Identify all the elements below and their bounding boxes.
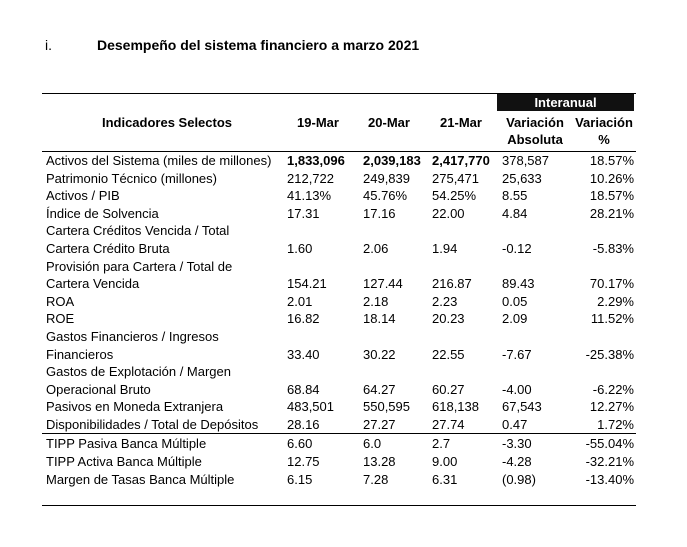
table-row (42, 258, 636, 276)
header-abs-line1: Variación (506, 115, 564, 130)
header-pct-line2: % (598, 132, 610, 147)
cell-variacion-pct: -32.21% (585, 454, 634, 469)
cell-variacion-absoluta: 89.43 (502, 276, 535, 292)
table-row (42, 187, 636, 205)
row-label: Disponibilidades / Total de Depósitos (46, 417, 259, 432)
cell-variacion-pct: -5.83% (592, 241, 634, 256)
row-label: Activos / PIB (46, 188, 120, 204)
cell-variacion-pct: 10.26% (589, 170, 634, 186)
cell-19-mar: 6.60 (287, 436, 313, 451)
header-variacion-pct (572, 115, 636, 147)
row-label: ROE (46, 311, 75, 327)
header-indicators: Indicadores Selectos (101, 115, 233, 130)
cell-20-mar: 2.06 (363, 241, 389, 256)
cell-19-mar: 16.82 (287, 311, 320, 327)
row-label: ROA (46, 293, 75, 309)
cell-20-mar: 64.27 (363, 381, 396, 397)
cell-20-mar: 45.76% (363, 188, 408, 204)
cell-variacion-pct: 18.57% (589, 188, 634, 204)
cell-21-mar: 2.7 (432, 436, 451, 451)
header-variacion-absoluta (497, 115, 573, 147)
cell-21-mar: 2.23 (432, 293, 458, 309)
table-row (42, 381, 636, 399)
table-row (42, 275, 636, 293)
cell-19-mar: 41.13% (287, 188, 332, 204)
cell-20-mar: 13.28 (363, 454, 396, 469)
cell-21-mar: 6.31 (432, 472, 458, 487)
cell-variacion-absoluta: 2.09 (502, 311, 528, 327)
table-row (42, 310, 636, 328)
cell-21-mar: 618,138 (432, 399, 479, 415)
cell-variacion-absoluta: 4.84 (502, 205, 528, 221)
cell-20-mar: 6.0 (363, 436, 382, 451)
section-heading (0, 37, 687, 57)
cell-variacion-absoluta: 8.55 (502, 188, 528, 204)
table-row (42, 152, 636, 170)
table-row (42, 363, 636, 381)
cell-20-mar: 550,595 (363, 399, 410, 415)
row-label: Financieros (46, 346, 114, 362)
cell-20-mar: 2.18 (363, 293, 389, 309)
row-label: Provisión para Cartera / Total de (46, 258, 233, 274)
cell-21-mar: 2,417,770 (432, 153, 490, 168)
header-col-20-mar: 20-Mar (368, 115, 410, 130)
cell-variacion-absoluta: 378,587 (502, 153, 549, 168)
cell-variacion-absoluta: -0.12 (502, 241, 532, 256)
cell-20-mar: 127.44 (363, 276, 403, 292)
cell-19-mar: 154.21 (287, 276, 327, 292)
row-label: Cartera Crédito Bruta (46, 241, 170, 256)
cell-variacion-absoluta: 0.05 (502, 293, 528, 309)
cell-21-mar: 1.94 (432, 241, 458, 256)
table-row (42, 240, 636, 258)
cell-20-mar: 18.14 (363, 311, 396, 327)
cell-19-mar: 33.40 (287, 346, 320, 362)
cell-variacion-pct: 11.52% (590, 311, 634, 327)
cell-variacion-pct: 28.21% (589, 205, 634, 221)
cell-variacion-absoluta: 67,543 (502, 399, 542, 415)
cell-variacion-pct: 70.17% (589, 276, 634, 292)
cell-19-mar: 17.31 (287, 205, 320, 221)
cell-21-mar: 216.87 (432, 276, 472, 292)
cell-variacion-pct: -55.04% (585, 436, 634, 451)
table-row (42, 416, 636, 434)
row-label: Margen de Tasas Banca Múltiple (46, 472, 235, 487)
table-row (42, 222, 636, 240)
header-abs-line2: Absoluta (507, 132, 563, 147)
table-row (42, 205, 636, 223)
cell-19-mar: 68.84 (287, 381, 320, 397)
row-label: Cartera Créditos Vencida / Total (46, 223, 230, 239)
table-bottom-rule (42, 505, 636, 506)
table-row (42, 328, 636, 346)
cell-variacion-pct: 12.27% (589, 399, 634, 415)
cell-19-mar: 483,501 (287, 399, 334, 415)
cell-variacion-absoluta: (0.98) (502, 472, 536, 487)
row-label: TIPP Activa Banca Múltiple (46, 454, 202, 469)
cell-19-mar: 212,722 (287, 170, 334, 186)
row-label: Cartera Vencida (46, 276, 140, 292)
table-row (42, 170, 636, 188)
row-label: Activos del Sistema (miles de millones) (46, 153, 272, 168)
cell-variacion-absoluta: 0.47 (502, 417, 528, 432)
header-col-21-mar: 21-Mar (440, 115, 482, 130)
cell-19-mar: 6.15 (287, 472, 313, 487)
mid-rule (42, 433, 636, 434)
cell-21-mar: 60.27 (432, 381, 465, 397)
cell-19-mar: 1.60 (287, 241, 313, 256)
cell-20-mar: 249,839 (363, 170, 410, 186)
cell-variacion-absoluta: -3.30 (502, 436, 532, 451)
cell-19-mar: 28.16 (287, 417, 320, 432)
header-pct-line1: Variación (575, 115, 633, 130)
cell-variacion-pct: -6.22% (592, 381, 634, 397)
cell-21-mar: 27.74 (432, 417, 465, 432)
cell-21-mar: 22.00 (432, 205, 465, 221)
cell-19-mar: 1,833,096 (287, 153, 345, 168)
row-label: Pasivos en Moneda Extranjera (46, 399, 224, 415)
cell-20-mar: 7.28 (363, 472, 389, 487)
cell-variacion-pct: 1.72% (597, 417, 634, 432)
cell-21-mar: 20.23 (432, 311, 465, 327)
cell-20-mar: 2,039,183 (363, 153, 421, 168)
cell-variacion-absoluta: 25,633 (502, 170, 542, 186)
table-row (42, 471, 636, 489)
interanual-group-header: Interanual (497, 94, 634, 111)
cell-21-mar: 22.55 (432, 346, 465, 362)
row-label: Patrimonio Técnico (millones) (46, 170, 217, 186)
section-number: i. (45, 37, 52, 53)
table-row (42, 293, 636, 311)
cell-20-mar: 27.27 (363, 417, 396, 432)
table-row (42, 346, 636, 364)
cell-variacion-pct: -13.40% (585, 472, 634, 487)
cell-20-mar: 17.16 (363, 205, 396, 221)
header-col-19-mar: 19-Mar (297, 115, 339, 130)
cell-21-mar: 54.25% (432, 188, 477, 204)
cell-20-mar: 30.22 (363, 346, 396, 362)
row-label: Operacional Bruto (46, 381, 151, 397)
row-label: TIPP Pasiva Banca Múltiple (46, 436, 207, 451)
table-row (42, 453, 636, 471)
cell-19-mar: 2.01 (287, 293, 313, 309)
section-title: Desempeño del sistema financiero a marzo 2021 (97, 37, 420, 53)
cell-variacion-pct: 2.29% (597, 293, 634, 309)
cell-variacion-absoluta: -7.67 (502, 346, 532, 362)
row-label: Gastos de Explotación / Margen (46, 364, 231, 380)
row-label: Índice de Solvencia (46, 205, 159, 221)
cell-variacion-pct: -25.38% (585, 346, 634, 362)
cell-variacion-absoluta: -4.00 (502, 381, 532, 397)
cell-variacion-pct: 18.57% (589, 153, 634, 168)
table-row (42, 435, 636, 453)
cell-21-mar: 9.00 (432, 454, 458, 469)
cell-19-mar: 12.75 (287, 454, 320, 469)
cell-21-mar: 275,471 (432, 170, 479, 186)
row-label: Gastos Financieros / Ingresos (46, 329, 219, 344)
table-row (42, 398, 636, 416)
cell-variacion-absoluta: -4.28 (502, 454, 532, 469)
